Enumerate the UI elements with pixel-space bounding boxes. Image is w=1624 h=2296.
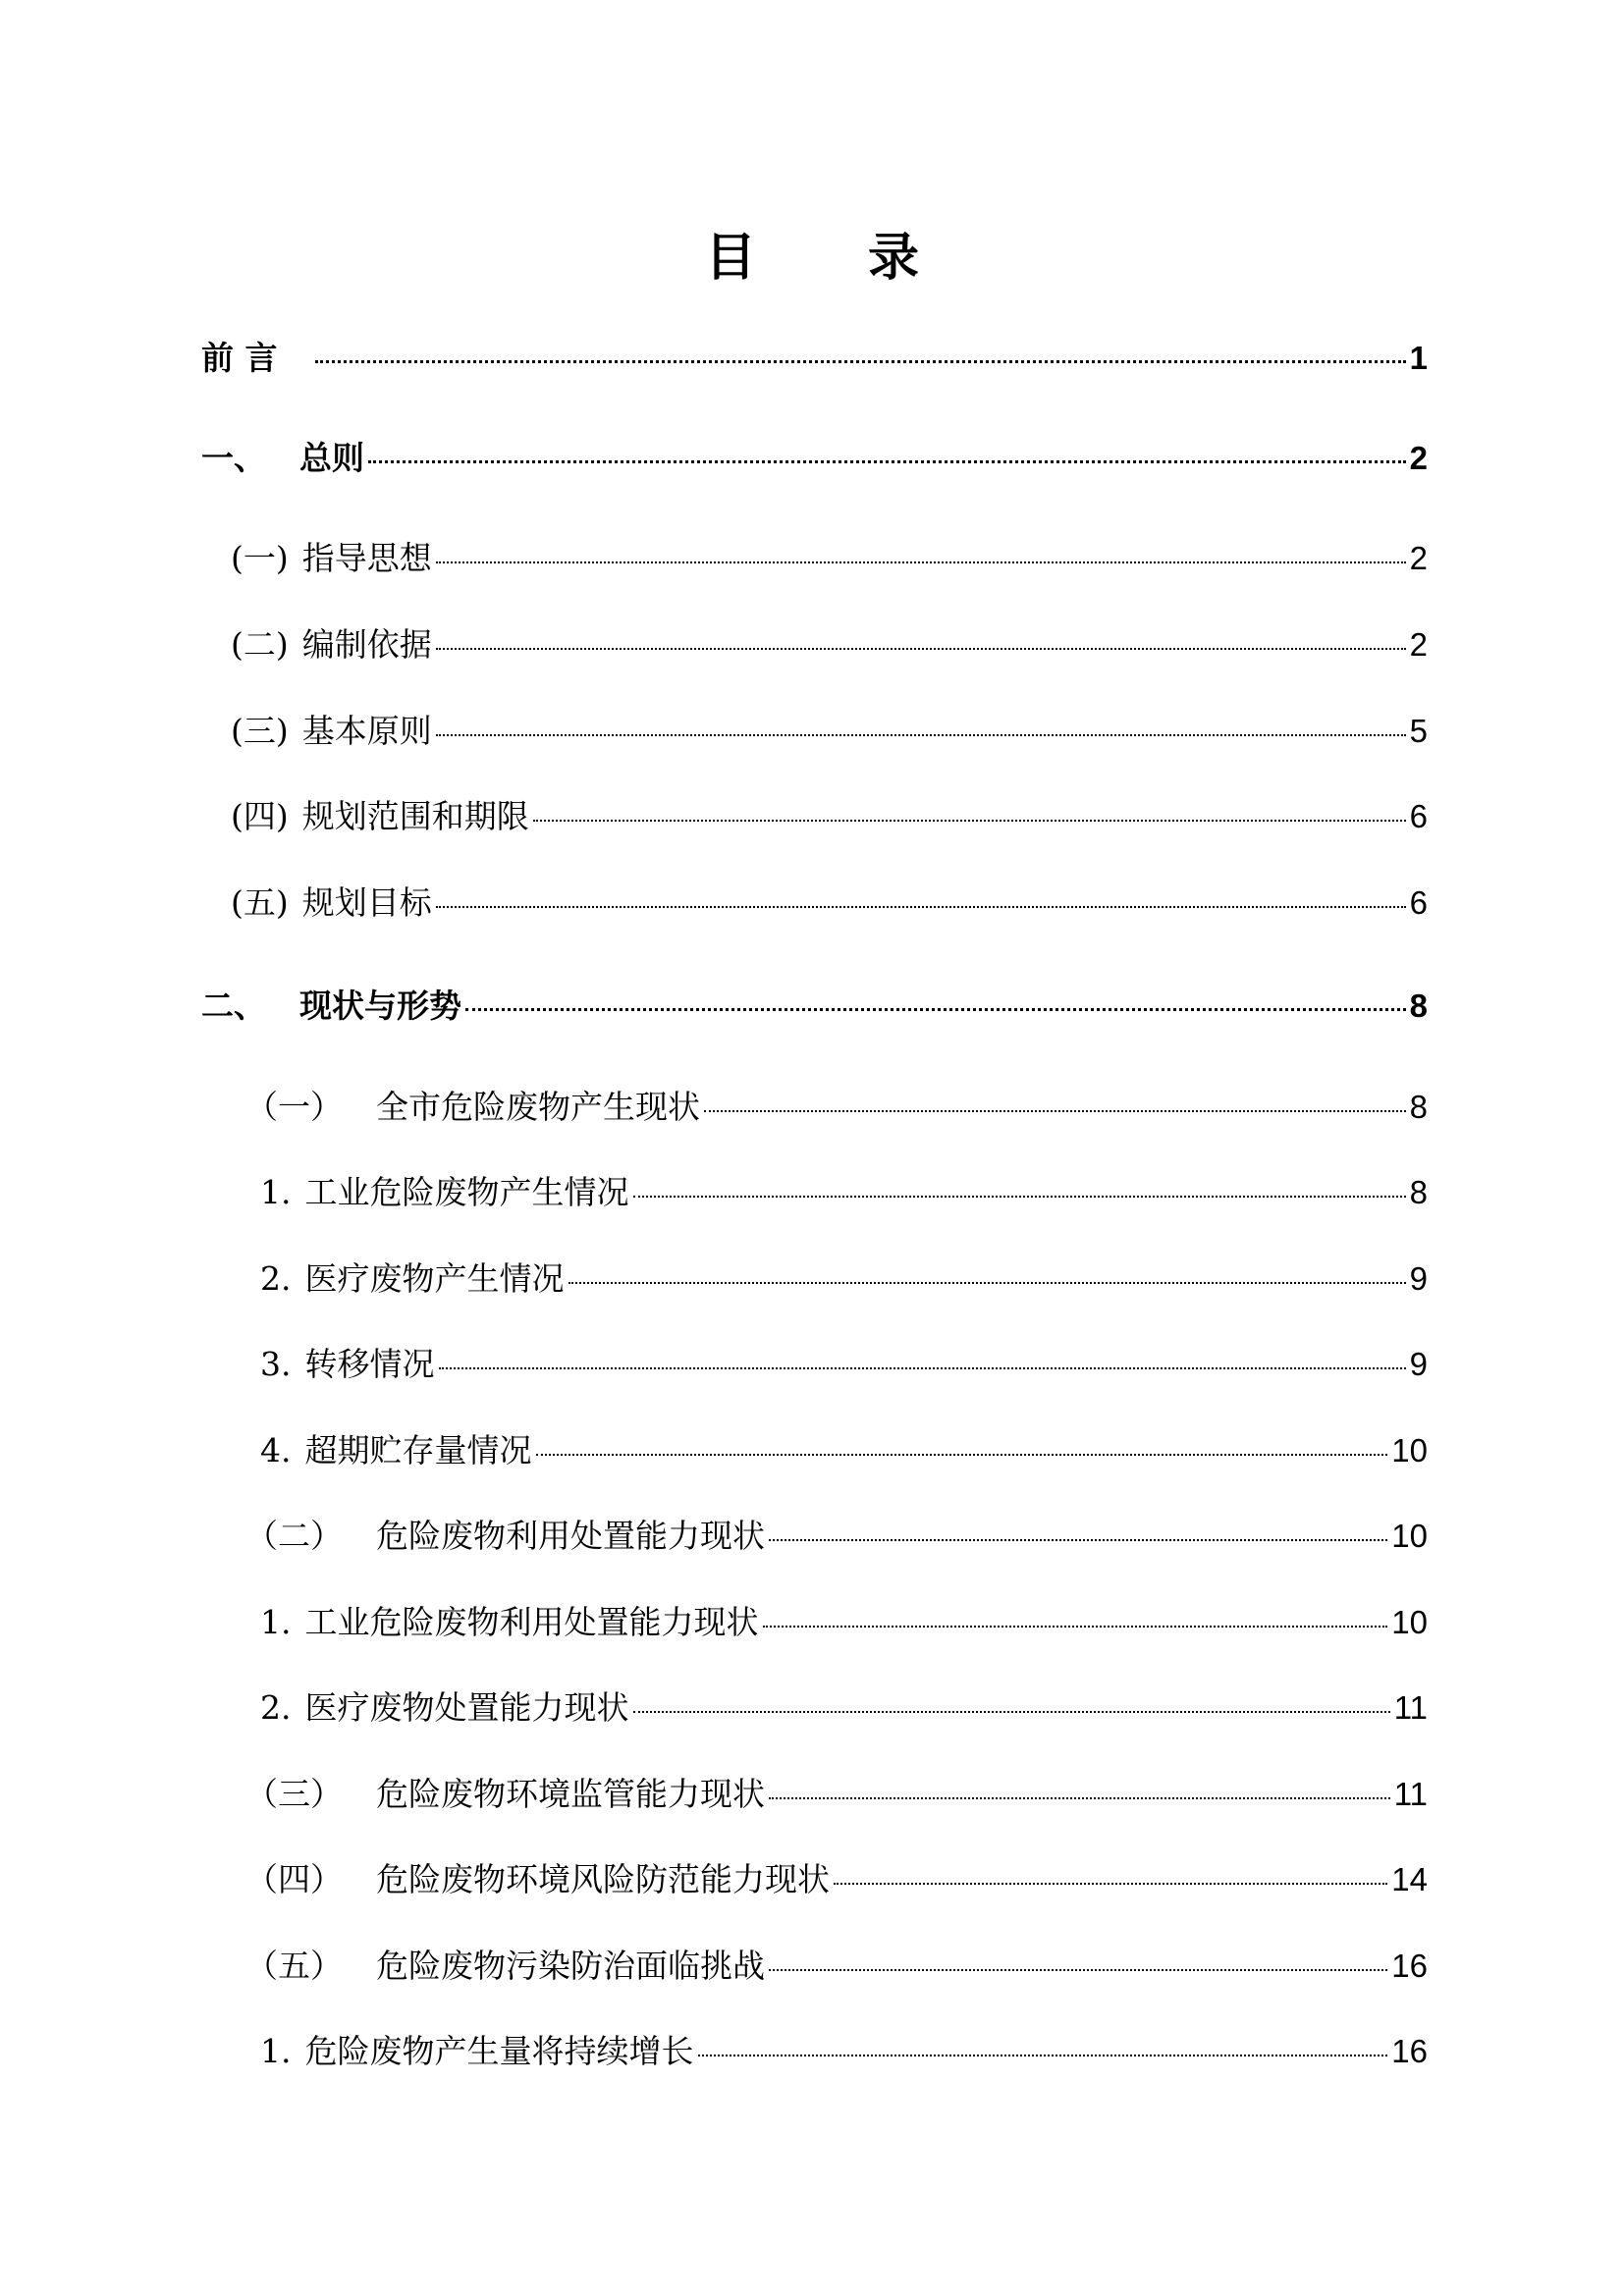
dot-leader [315, 360, 1406, 363]
toc-entry-label: 工业危险废物利用处置能力现状 [304, 1603, 759, 1641]
dot-leader [436, 648, 1406, 650]
toc-entry[interactable] [231, 712, 1428, 751]
toc-entry-label: 总则 [299, 439, 364, 477]
toc-entry-prefix: 1. [260, 1173, 292, 1211]
toc-entry[interactable] [201, 439, 1428, 478]
dot-leader [436, 906, 1406, 908]
toc-entry-prefix: 一、 [201, 439, 266, 477]
toc-entry-prefix: 1. [260, 2032, 292, 2070]
toc-entry[interactable] [231, 797, 1428, 836]
toc-entry[interactable] [245, 1775, 1428, 1814]
toc-entry-page: 6 [1409, 798, 1428, 834]
toc-entry-prefix: 前 言 [201, 339, 278, 377]
toc-entry-prefix: （二） [245, 1517, 343, 1555]
dot-leader [633, 1711, 1390, 1713]
toc-entry[interactable] [260, 1603, 1428, 1642]
toc-entry-page: 14 [1391, 1861, 1428, 1897]
toc-entry-prefix: 2. [260, 1259, 292, 1298]
toc-entry-prefix: 2. [260, 1688, 292, 1727]
dot-leader [436, 561, 1406, 563]
toc-entry[interactable] [231, 539, 1428, 578]
toc-entry[interactable] [231, 625, 1428, 665]
toc-entry-prefix: (四) [231, 797, 289, 835]
dot-leader [698, 2055, 1388, 2056]
dot-leader [704, 1110, 1406, 1112]
toc-entry[interactable] [260, 1173, 1428, 1212]
toc-entry-label: 医疗废物产生情况 [304, 1259, 565, 1298]
toc-entry-label: 危险废物产生量将持续增长 [304, 2032, 694, 2070]
toc-entry[interactable] [260, 1431, 1428, 1470]
toc-entry-prefix: 4. [260, 1431, 292, 1469]
dot-leader [769, 1539, 1387, 1541]
toc-entry-page: 10 [1391, 1432, 1428, 1468]
toc-entry[interactable] [201, 987, 1428, 1026]
toc-entry-page: 16 [1391, 2033, 1428, 2069]
toc-entry-label: 全市危险废物产生现状 [376, 1088, 700, 1126]
dot-leader [834, 1883, 1387, 1885]
dot-leader [769, 1797, 1390, 1799]
toc-entry-page: 10 [1391, 1518, 1428, 1554]
toc-entry[interactable] [201, 339, 1428, 378]
toc-entry-page: 8 [1409, 1174, 1428, 1210]
toc-entry-prefix: 二、 [201, 987, 266, 1025]
toc-entry[interactable] [260, 1259, 1428, 1299]
dot-leader [439, 1367, 1406, 1369]
toc-entry-page: 8 [1409, 988, 1428, 1024]
dot-leader [533, 820, 1406, 822]
toc-entry-prefix: (一) [231, 539, 289, 577]
toc-entry-label: 危险废物环境监管能力现状 [376, 1775, 765, 1813]
toc-entry-page: 9 [1409, 1260, 1428, 1297]
dot-leader [769, 1969, 1387, 1971]
toc-entry[interactable] [260, 1345, 1428, 1384]
dot-leader [536, 1454, 1388, 1456]
toc-entry-label: 危险废物污染防治面临挑战 [376, 1947, 765, 1985]
toc-entry-prefix: （三） [245, 1775, 343, 1813]
toc-entry[interactable] [260, 1688, 1428, 1728]
toc-entry[interactable] [245, 1517, 1428, 1556]
toc-entry-label: 规划目标 [301, 883, 432, 922]
toc-entry-label: 现状与形势 [299, 987, 461, 1025]
toc-entry-label: 编制依据 [301, 625, 432, 664]
toc-entry-page: 1 [1409, 340, 1428, 376]
toc-entry-page: 8 [1409, 1089, 1428, 1125]
toc-entry-page: 10 [1391, 1604, 1428, 1640]
dot-leader [436, 734, 1406, 736]
toc-entry-prefix: 1. [260, 1603, 292, 1641]
toc-entry-prefix: （一） [245, 1088, 343, 1126]
toc-entry-page: 11 [1393, 1689, 1428, 1726]
toc-entry-page: 11 [1393, 1776, 1428, 1812]
toc-entry-page: 2 [1409, 440, 1428, 476]
dot-leader [633, 1196, 1406, 1198]
toc-entry-label: 规划范围和期限 [301, 797, 529, 835]
toc-entry-label: 医疗废物处置能力现状 [304, 1688, 629, 1727]
toc-entry[interactable] [245, 1088, 1428, 1127]
toc-entry-prefix: （五） [245, 1947, 343, 1985]
toc-entry-prefix: （四） [245, 1860, 343, 1898]
dot-leader [763, 1626, 1388, 1628]
page-title: 目 录 [704, 229, 967, 288]
toc-entry-label: 基本原则 [301, 712, 432, 750]
toc-entry-label: 工业危险废物产生情况 [304, 1173, 629, 1211]
toc-entry-label: 超期贮存量情况 [304, 1431, 532, 1469]
toc-entry[interactable] [231, 883, 1428, 923]
dot-leader [465, 1008, 1406, 1011]
toc-entry-label: 转移情况 [304, 1345, 435, 1383]
toc-entry-page: 2 [1409, 540, 1428, 576]
toc-entry[interactable] [260, 2032, 1428, 2071]
toc-entry-page: 16 [1391, 1948, 1428, 1984]
toc-entry[interactable] [245, 1860, 1428, 1899]
toc-entry-label: 危险废物利用处置能力现状 [376, 1517, 765, 1555]
dot-leader [368, 460, 1406, 463]
toc-entry-prefix: (五) [231, 883, 289, 922]
toc-entry-prefix: 3. [260, 1345, 292, 1383]
toc-entry-label: 指导思想 [301, 539, 432, 577]
dot-leader [568, 1282, 1406, 1284]
toc-entry[interactable] [245, 1947, 1428, 1986]
toc-entry-page: 6 [1409, 884, 1428, 921]
toc-entry-label: 危险废物环境风险防范能力现状 [376, 1860, 830, 1898]
toc-entry-page: 9 [1409, 1346, 1428, 1382]
toc-entry-prefix: (三) [231, 712, 289, 750]
toc-entry-page: 2 [1409, 626, 1428, 663]
toc-entry-prefix: (二) [231, 625, 289, 664]
toc-entry-page: 5 [1409, 713, 1428, 749]
